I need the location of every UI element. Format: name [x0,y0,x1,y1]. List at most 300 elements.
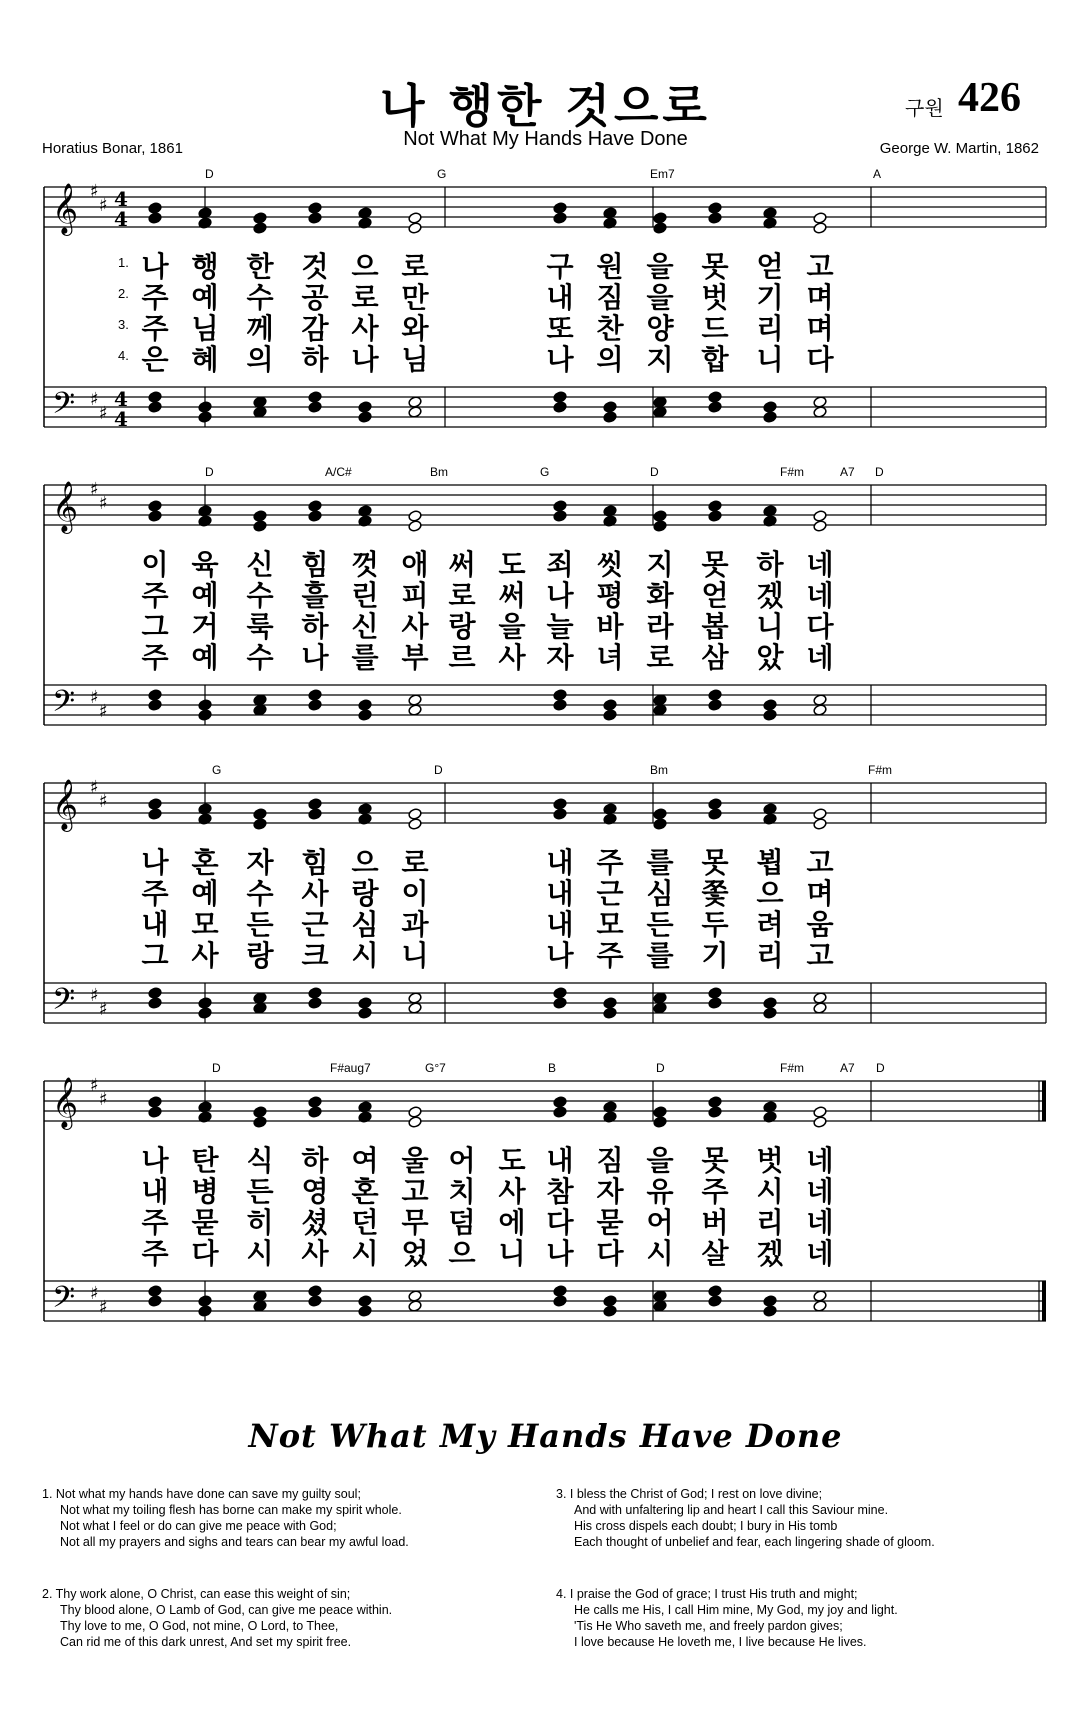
lyric-syllable: 혼 [351,1175,379,1208]
lyric-syllable: 네 [806,641,834,674]
note-head [308,798,322,811]
note-head [763,1305,777,1318]
lyric-syllable: 로 [351,281,379,314]
lyric-syllable: 리 [756,312,784,345]
lyric-syllable: 흘 [301,579,329,612]
note-head [148,689,162,702]
note-head [553,391,567,404]
lyric-syllable: 신 [246,548,274,581]
note-head [813,704,827,717]
note-head [408,1002,422,1015]
lyric-syllable: 짐 [596,1144,624,1177]
note-head [308,510,322,523]
note-head [308,1295,322,1308]
treble-clef-icon: 𝄞 [52,183,79,234]
note-head [253,510,267,523]
lyric-syllable: 나 [141,1144,169,1177]
final-barline-thick [1042,1281,1046,1321]
note-head [148,401,162,414]
sharp-icon: ♯ [99,1297,108,1318]
lyric-syllable: 그 [141,939,169,972]
note-head [253,1300,267,1313]
lyric-syllable: 써 [498,579,526,612]
sharp-icon: ♯ [90,1075,99,1096]
note-head [148,1285,162,1298]
note-head [553,699,567,712]
lyric-row [0,605,1091,643]
note-head [408,1116,422,1129]
verse-line: Each thought of unbelief and fear, each lingering shade of gloom. [574,1535,935,1549]
note-head [198,709,212,722]
lyric-syllable: 병 [191,1175,219,1208]
lyric-syllable: 사 [498,641,526,674]
lyric-syllable: 니 [756,610,784,643]
note-head [408,1106,422,1119]
lyric-syllable: 로 [401,846,429,879]
lyric-syllable: 겠 [756,1237,784,1270]
treble-clef-icon: 𝄞 [52,779,79,830]
lyric-syllable: 네 [806,1175,834,1208]
chord-symbol: Bm [430,465,448,479]
lyric-syllable: 탄 [191,1144,219,1177]
note-head [148,808,162,821]
sharp-icon: ♯ [90,985,99,1006]
lyric-syllable: 주 [141,579,169,612]
lyric-syllable: 시 [246,1237,274,1270]
lyric-syllable: 크 [301,939,329,972]
chord-symbol: G°7 [425,1061,446,1075]
lyric-syllable: 녀 [596,641,624,674]
note-head [198,401,212,414]
sharp-icon: ♯ [99,791,108,812]
sharp-icon: ♯ [99,999,108,1020]
note-head [763,401,777,414]
chord-symbol: D [875,465,884,479]
note-head [653,510,667,523]
english-verse-1 [42,1486,409,1550]
note-head [813,396,827,409]
lyric-syllable: 사 [191,939,219,972]
note-head [553,510,567,523]
lyric-syllable: 내 [141,908,169,941]
lyric-syllable: 뵙 [756,846,784,879]
note-head [763,1295,777,1308]
note-head [358,1295,372,1308]
lyric-syllable: 사 [351,312,379,345]
lyric-syllable: 찬 [596,312,624,345]
lyric-syllable: 시 [351,939,379,972]
note-head [763,1007,777,1020]
note-head [708,689,722,702]
lyric-syllable: 무 [401,1206,429,1239]
lyric-syllable: 수 [246,281,274,314]
lyric-syllable: 원 [596,250,624,283]
lyric-syllable: 감 [301,312,329,345]
note-head [553,997,567,1010]
lyric-syllable: 구 [546,250,574,283]
lyric-syllable: 으 [448,1237,476,1270]
lyric-syllable: 못 [701,250,729,283]
lyric-syllable: 써 [448,548,476,581]
lyric-syllable: 껏 [351,548,379,581]
note-head [253,992,267,1005]
lyric-syllable: 유 [646,1175,674,1208]
sharp-icon: ♯ [90,777,99,798]
lyric-syllable: 니 [498,1237,526,1270]
lyric-syllable: 기 [756,281,784,314]
lyric-syllable: 봅 [701,610,729,643]
hymn-number: 426 [958,75,1021,121]
lyric-syllable: 모 [596,908,624,941]
note-head [553,689,567,702]
lyric-syllable: 나 [546,343,574,376]
note-head [708,212,722,225]
note-head [603,709,617,722]
verse-line: Thy blood alone, O Lamb of God, can give me peace within. [60,1603,393,1617]
lyric-syllable: 의 [246,343,274,376]
lyric-syllable: 네 [806,1206,834,1239]
note-head [603,401,617,414]
lyric-syllable: 을 [646,1144,674,1177]
note-head [653,1116,667,1129]
lyric-syllable: 고 [806,846,834,879]
note-head [708,500,722,513]
chord-symbol: G [212,763,222,777]
note-head [813,222,827,235]
note-head [408,704,422,717]
lyric-syllable: 근 [596,877,624,910]
lyric-syllable: 네 [806,1237,834,1270]
composer-credit: George W. Martin, 1862 [879,140,1039,157]
time-signature-bottom: 4 [114,207,128,231]
lyric-syllable: 나 [546,939,574,972]
lyric-syllable: 피 [401,579,429,612]
note-head [553,212,567,225]
lyric-syllable: 치 [448,1175,476,1208]
lyric-syllable: 네 [806,579,834,612]
note-head [813,1290,827,1303]
chord-symbol: D [205,167,214,181]
lyric-syllable: 것 [301,250,329,283]
lyric-syllable: 혼 [191,846,219,879]
lyric-syllable: 예 [191,579,219,612]
lyric-syllable: 고 [401,1175,429,1208]
chord-symbol: B [548,1061,557,1075]
verse-line: 4. I praise the God of grace; I trust His truth and might; [556,1587,858,1601]
note-head [198,1295,212,1308]
lyric-syllable: 심 [351,908,379,941]
note-head [708,997,722,1010]
lyric-syllable: 내 [546,908,574,941]
chord-symbol: F#aug7 [330,1061,371,1075]
lyric-syllable: 주 [596,846,624,879]
lyric-syllable: 다 [806,343,834,376]
lyric-row [0,636,1091,674]
lyric-syllable: 를 [351,641,379,674]
note-head [148,997,162,1010]
lyric-syllable: 어 [448,1144,476,1177]
note-head [408,510,422,523]
lyric-syllable: 이 [141,548,169,581]
lyric-syllable: 사 [401,610,429,643]
note-head [308,808,322,821]
lyric-syllable: 리 [756,1206,784,1239]
chord-symbol: D [656,1061,665,1075]
note-head [813,1106,827,1119]
note-head [408,1300,422,1313]
lyric-syllable: 네 [806,1144,834,1177]
note-head [148,699,162,712]
note-head [813,212,827,225]
lyric-row [0,934,1091,972]
note-head [763,411,777,424]
title-english: Not What My Hands Have Done [403,128,688,150]
note-head [653,520,667,533]
chord-symbol: A7 [840,1061,855,1075]
note-head [253,694,267,707]
sharp-icon: ♯ [99,701,108,722]
note-head [148,798,162,811]
lyric-syllable: 혜 [191,343,219,376]
lyric-syllable: 으 [756,877,784,910]
note-head [708,1096,722,1109]
verse-number: 4. [118,348,129,363]
note-head [198,411,212,424]
lyric-syllable: 님 [401,343,429,376]
lyric-row [0,1201,1091,1239]
lyric-syllable: 으 [351,846,379,879]
note-head [653,818,667,831]
lyric-syllable: 나 [546,1237,574,1270]
note-head [813,510,827,523]
sharp-icon: ♯ [99,403,108,424]
note-head [653,808,667,821]
lyric-syllable: 다 [596,1237,624,1270]
lyric-syllable: 드 [701,312,729,345]
lyric-syllable: 려 [756,908,784,941]
lyric-syllable: 힘 [301,846,329,879]
treble-clef-icon: 𝄞 [52,1077,79,1128]
verse-line: Not what I feel or do can give me peace with God; [60,1519,337,1533]
note-head [253,1116,267,1129]
note-head [653,1290,667,1303]
note-head [408,222,422,235]
lyric-syllable: 께 [246,312,274,345]
note-head [148,987,162,1000]
chord-symbol: D [434,763,443,777]
lyric-syllable: 움 [806,908,834,941]
lyric-syllable: 주 [141,877,169,910]
note-head [603,1295,617,1308]
lyric-syllable: 며 [806,312,834,345]
lyric-syllable: 며 [806,877,834,910]
note-head [813,1300,827,1313]
lyric-syllable: 나 [301,641,329,674]
chord-symbol: A [873,167,882,181]
verse-number: 1. [118,255,129,270]
lyric-syllable: 라 [646,610,674,643]
lyric-syllable: 심 [646,877,674,910]
note-head [308,1096,322,1109]
lyric-syllable: 다 [806,610,834,643]
note-head [253,818,267,831]
note-head [148,500,162,513]
lyric-syllable: 사 [498,1175,526,1208]
lyric-syllable: 고 [806,939,834,972]
note-head [148,1106,162,1119]
note-head [553,1285,567,1298]
chord-symbol: G [540,465,550,479]
note-head [708,798,722,811]
note-head [358,699,372,712]
lyric-syllable: 로 [448,579,476,612]
english-title: Not What My Hands Have Done [248,1417,843,1455]
note-head [408,212,422,225]
note-head [308,212,322,225]
verse-line: I love because He loveth me, I live because He lives. [574,1635,867,1649]
chord-symbol: A/C# [325,465,352,479]
lyric-syllable: 주 [141,312,169,345]
lyric-syllable: 르 [448,641,476,674]
note-head [603,997,617,1010]
lyric-syllable: 다 [546,1206,574,1239]
lyric-syllable: 자 [246,846,274,879]
note-head [653,222,667,235]
note-head [813,818,827,831]
lyric-syllable: 거 [191,610,219,643]
lyric-syllable: 지 [646,548,674,581]
lyric-syllable: 바 [596,610,624,643]
lyric-row [0,245,1091,283]
note-head [408,818,422,831]
lyric-syllable: 은 [141,343,169,376]
note-head [603,411,617,424]
chord-symbol: F#m [868,763,892,777]
note-head [148,202,162,215]
note-head [813,694,827,707]
sharp-icon: ♯ [99,1089,108,1110]
lyric-syllable: 버 [701,1206,729,1239]
lyric-syllable: 묻 [596,1206,624,1239]
note-head [253,222,267,235]
note-head [813,1116,827,1129]
lyric-syllable: 았 [756,641,784,674]
lyric-syllable: 못 [701,846,729,879]
lyric-syllable: 로 [401,250,429,283]
note-head [253,396,267,409]
chord-symbol: D [205,465,214,479]
lyric-syllable: 씻 [596,548,624,581]
lyric-syllable: 그 [141,610,169,643]
lyric-row [0,1139,1091,1177]
lyric-syllable: 내 [546,877,574,910]
lyric-row [0,1232,1091,1270]
lyric-row [0,903,1091,941]
note-head [813,406,827,419]
lyric-syllable: 예 [191,281,219,314]
note-head [763,709,777,722]
lyric-syllable: 쫓 [701,877,729,910]
lyric-syllable: 룩 [246,610,274,643]
note-head [653,406,667,419]
time-signature-top: 4 [114,387,128,411]
lyric-syllable: 을 [498,610,526,643]
lyric-syllable: 합 [701,343,729,376]
note-head [253,1290,267,1303]
note-head [308,689,322,702]
lyric-syllable: 영 [301,1175,329,1208]
note-head [653,396,667,409]
lyric-row [0,338,1091,376]
note-head [708,1106,722,1119]
lyric-syllable: 신 [351,610,379,643]
lyric-syllable: 화 [646,579,674,612]
verse-line: 'Tis He Who saveth me, and freely pardon gives; [574,1619,843,1633]
lyric-syllable: 든 [246,908,274,941]
english-verse-4 [556,1586,898,1650]
lyric-syllable: 자 [546,641,574,674]
lyric-syllable: 하 [301,610,329,643]
note-head [253,1002,267,1015]
lyric-syllable: 내 [141,1175,169,1208]
lyric-row [0,1170,1091,1208]
note-head [148,510,162,523]
note-head [553,1106,567,1119]
lyric-syllable: 주 [141,641,169,674]
bass-clef-icon: 𝄢 [52,387,76,428]
lyric-row [0,276,1091,314]
lyric-syllable: 든 [246,1175,274,1208]
english-verse-3 [556,1486,935,1550]
chord-symbol: F#m [780,465,804,479]
lyric-syllable: 을 [646,250,674,283]
lyric-syllable: 랑 [448,610,476,643]
note-head [358,401,372,414]
note-head [708,1285,722,1298]
lyric-syllable: 여 [351,1144,379,1177]
sharp-icon: ♯ [99,493,108,514]
lyric-syllable: 또 [546,312,574,345]
note-head [308,391,322,404]
verse-line: 2. Thy work alone, O Christ, can ease this weight of sin; [42,1587,351,1601]
lyric-syllable: 리 [756,939,784,972]
lyric-syllable: 나 [351,343,379,376]
lyric-syllable: 수 [246,641,274,674]
chord-symbol: A7 [840,465,855,479]
lyric-syllable: 주 [141,281,169,314]
note-head [408,992,422,1005]
lyric-syllable: 근 [301,908,329,941]
lyric-syllable: 주 [141,1237,169,1270]
note-head [813,1002,827,1015]
lyric-syllable: 주 [701,1175,729,1208]
lyric-row [0,543,1091,581]
lyric-syllable: 와 [401,312,429,345]
lyric-syllable: 삼 [701,641,729,674]
verse-line: 3. I bless the Christ of God; I rest on love divine; [556,1487,823,1501]
lyric-syllable: 양 [646,312,674,345]
note-head [308,401,322,414]
verse-number: 2. [118,286,129,301]
note-head [708,1295,722,1308]
lyric-syllable: 으 [351,250,379,283]
verse-line: Not all my prayers and sighs and tears can bear my awful load. [60,1535,409,1549]
lyric-syllable: 를 [646,939,674,972]
note-head [198,1007,212,1020]
note-head [253,1106,267,1119]
lyric-syllable: 네 [806,548,834,581]
note-head [603,699,617,712]
